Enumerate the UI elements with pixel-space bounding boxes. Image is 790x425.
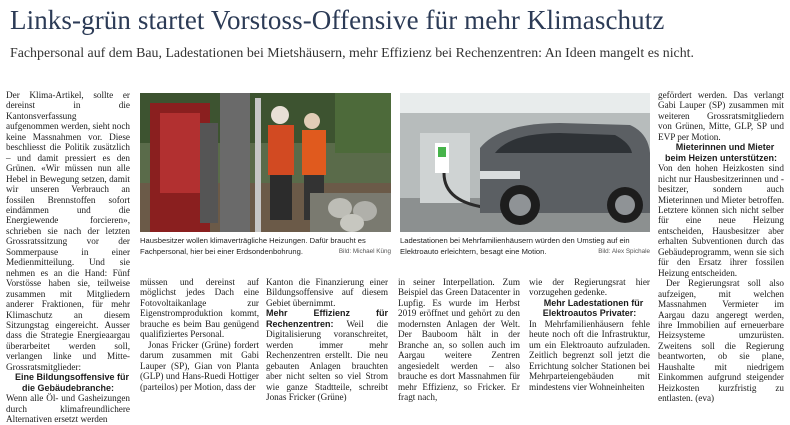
column-4 bbox=[398, 277, 520, 402]
photo-credit: Bild: Michael Küng bbox=[338, 248, 391, 255]
paragraph: gefördert werden. Das verlangt Gabi Lauper (SP) zusammen mit weiteren Grossratsmitgliedern von Grünen, Mitte, GLP, SP und EVP per Motion. bbox=[658, 90, 784, 142]
column-6 bbox=[658, 90, 784, 404]
paragraph bbox=[266, 308, 388, 402]
photo-caption-2 bbox=[400, 235, 650, 257]
caption-text: Ladestationen bei Mehrfamilienhäusern würden den Umstieg auf ein Elektroauto erleichtern, besagt eine Motion. bbox=[400, 236, 630, 256]
subheading: Mieterinnen und Mieter beim Heizen unterstützen: bbox=[664, 142, 777, 163]
paragraph: Von den hohen Heizkosten sind nicht nur Hausbesitzerinnen und -besitzer, sondern auch Mieterinnen und Mieter betroffen. Letztere können sich nicht selber für eine neue Heizung entscheiden, Hausbesitzer aber erhalten Subventionen durch das Gebäudeprogramm, wenn sie sich für den Ersatz ihrer fossilen Heizung entscheiden. bbox=[658, 163, 784, 278]
column-2 bbox=[140, 277, 259, 392]
paragraph: In Mehrfamilienhäusern fehle heute noch oft die Infrastruktur, um ein Elektroauto aufzuladen. Zeitlich begrenzt soll jetzt die Errichtung solcher Stationen bei Mehrparteiengebäuden mit mindestens vier Wohneinheiten bbox=[529, 318, 650, 392]
headline: Links-grün startet Vorstoss-Offensive für mehr Klimaschutz bbox=[10, 5, 665, 35]
photo-drilling bbox=[140, 93, 391, 232]
photo-caption-1 bbox=[140, 235, 391, 257]
paragraph: Der Regierungsrat soll also aufzeigen, mit welchen Massnahmen Vermieter im Aargau dazu angeregt werden, ihre Immobilien auf erneuerbare Heizsysteme umzurüsten. Zweitens soll die Regierung beantworten, ob sie plane, Haushalte mit niedrigem Einkommen aufgrund steigender Heizkosten kurzfristig zu entlasten. (eva) bbox=[658, 278, 784, 404]
paragraph: müssen und dereinst auf möglichst jedes Dach eine Fotovoltaikanlage zur Eigenstromproduktion kommt, brauche es beim Bau genügend qualifiziertes Personal. bbox=[140, 277, 259, 340]
subheading: Eine Bildungsoffensive für die Gebäudebranche: bbox=[14, 372, 129, 393]
subheading: Mehr Effizienz für Rechenzentren: bbox=[266, 308, 388, 329]
photo-ev-charging bbox=[400, 93, 650, 232]
column-1 bbox=[6, 90, 130, 425]
drilling-image bbox=[140, 93, 391, 232]
photo-credit: Bild: Alex Spichale bbox=[598, 248, 650, 255]
paragraph: Der Klima-Artikel, sollte er dereinst in die Kantonsverfassung aufgenommen werden, sieht noch keine Massnahmen vor. Diese beschliesst die Politik zusätzlich – und damit pressiert es den Grünen. «Wir müssen nun alle Hebel in Bewegung setzen, damit wir unseren Verbrauch an fossilen Brennstoffen sofort eindämmen und die Energiewende forcieren», schrieben sie nach der letzten Grossratssitzung vor der Sommerpause in einer Medienmitteilung. Und sie nehmen es an die Hand: Fünf Vorstösse haben sie, teilweise zusammen mit Mitgliedern anderer Fraktionen, für mehr Klimaschutz an diesem Sitzungstag eingereicht. Ausser dass die Strategie Energieaargau überarbeitet werden soll, verlangen linke und Mitte-Grossratsmitglieder: bbox=[6, 90, 130, 372]
subheading: Mehr Ladestationen für Elektroautos Privater: bbox=[542, 297, 644, 319]
paragraph: Wenn alle Öl- und Gasheizungen durch klimafreundlichere Alternativen ersetzt werden bbox=[6, 393, 130, 425]
paragraph: Jonas Fricker (Grüne) fordert darum zusammen mit Gabi Lauper (SP), Gian von Planta (GLP) und Hans-Ruedi Hottiger (parteilos) per Motion, dass der bbox=[140, 339, 259, 392]
paragraph: in seiner Interpellation. Zum Beispiel das Green Datacenter in Lupfig. Es wurde im Herbst 2019 eröffnet und gehört zu den modernsten Anlagen der Welt. Der Bauboom hält in der Branche an, so sollen auch im Aargau weitere Zentren angesiedelt werden – also brauche es dort Massnahmen für mehr Effizienz, so Fricker. Er fragt nach, bbox=[398, 277, 520, 402]
ev-charging-image bbox=[400, 93, 650, 232]
paragraph: wie der Regierungsrat hier vorzugehen gedenke. bbox=[529, 277, 650, 298]
subheadline: Fachpersonal auf dem Bau, Ladestationen bei Mietshäusern, mehr Effizienz bei Rechenzentren: An Ideen mangelt es nicht. bbox=[10, 46, 694, 61]
caption-text: Hausbesitzer wollen klimaverträgliche Heizungen. Dafür braucht es Fachpersonal, hier bei einer Erdsondenbohrung. bbox=[140, 236, 366, 256]
column-3 bbox=[266, 277, 388, 402]
column-5 bbox=[529, 277, 650, 392]
paragraph-text: Weil die Digitalisierung voranschreitet, werden immer mehr Rechenzentren erstellt. Die neu gebauten Anlagen brauchten aber nicht selten so viel Strom wie ganze Stadtteile, schreibt Jonas Fricker (Grüne) bbox=[266, 318, 388, 402]
paragraph: Kanton die Finanzierung einer Bildungsoffensive auf diesem Gebiet übernimmt. bbox=[266, 277, 388, 308]
